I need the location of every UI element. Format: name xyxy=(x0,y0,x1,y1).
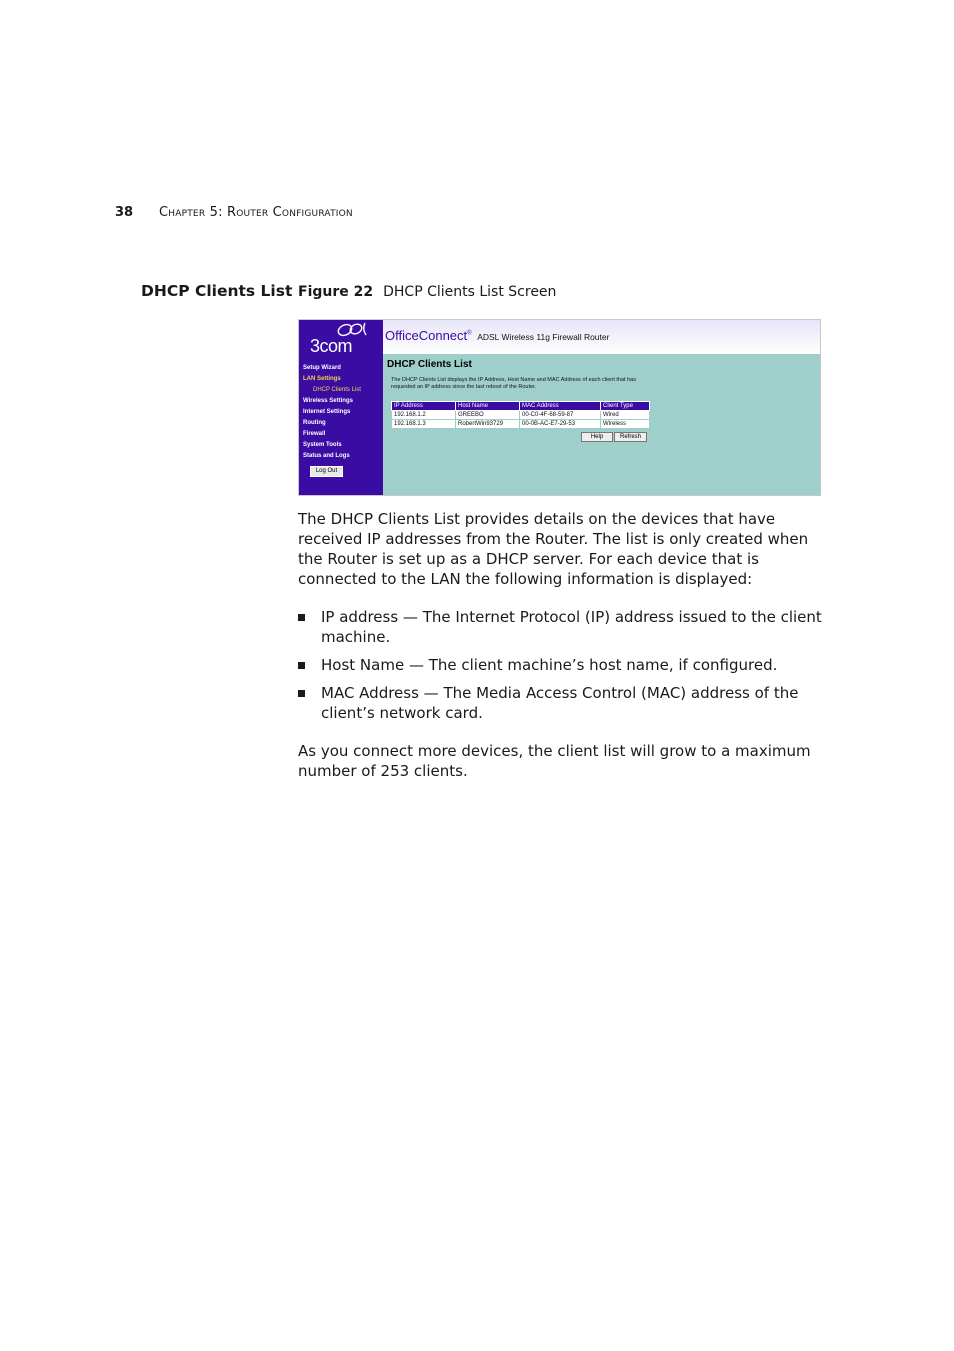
closing-paragraph: As you connect more devices, the client list will grow to a maximum number of 253 clients. xyxy=(298,742,811,780)
router-banner xyxy=(383,320,820,354)
square-bullet-icon xyxy=(298,662,305,669)
cell-mac: 00-C0-4F-68-59-87 xyxy=(520,411,601,420)
cell-ip: 192.168.1.3 xyxy=(392,420,456,429)
brand-name xyxy=(385,328,609,343)
header-mac-address: MAC Address xyxy=(520,402,601,411)
figure-caption xyxy=(298,284,556,300)
screen-title: DHCP Clients List xyxy=(387,359,472,370)
dhcp-clients-screenshot xyxy=(298,319,821,496)
cell-host: RobertWin93729 xyxy=(456,420,520,429)
bullet-text: IP address — The Internet Protocol (IP) address issued to the client machine. xyxy=(321,608,822,646)
cell-type: Wireless xyxy=(601,420,650,429)
cell-ip: 192.168.1.2 xyxy=(392,411,456,420)
nav-wireless-settings[interactable]: Wireless Settings xyxy=(303,398,353,404)
section-title: DHCP Clients List xyxy=(141,282,293,300)
header-host-name: Host Name xyxy=(456,402,520,411)
nav-firewall[interactable]: Firewall xyxy=(303,431,326,437)
nav-setup-wizard[interactable]: Setup Wizard xyxy=(303,365,341,371)
3com-logo-icon xyxy=(335,321,371,337)
nav-system-tools[interactable]: System Tools xyxy=(303,442,342,448)
cell-type: Wired xyxy=(601,411,650,420)
list-item xyxy=(298,683,826,723)
header-client-type: Client Type xyxy=(601,402,650,411)
figure-label: Figure 22 xyxy=(298,284,374,300)
nav-lan-settings[interactable]: LAN Settings xyxy=(303,376,341,382)
router-sidebar xyxy=(299,320,383,496)
router-nav xyxy=(303,363,361,462)
list-item xyxy=(298,607,826,647)
brand-officeconnect: OfficeConnect xyxy=(385,328,468,343)
cell-mac: 00-0B-AC-E7-29-53 xyxy=(520,420,601,429)
square-bullet-icon xyxy=(298,690,305,697)
nav-dhcp-clients-list[interactable]: DHCP Clients List xyxy=(313,387,361,393)
table-row xyxy=(392,420,650,429)
screen-description: The DHCP Clients List displays the IP Address, Host Name and MAC Address of each client that has requested an IP address since the last reboot of the Router. xyxy=(391,377,636,390)
logout-button[interactable]: Log Out xyxy=(310,466,343,477)
refresh-button[interactable]: Refresh xyxy=(614,432,647,442)
nav-status-and-logs[interactable]: Status and Logs xyxy=(303,453,350,459)
info-bullet-list xyxy=(298,607,826,731)
square-bullet-icon xyxy=(298,614,305,621)
brand-registered-mark: ® xyxy=(467,330,472,337)
header-ip-address: IP Address xyxy=(392,402,456,411)
list-item xyxy=(298,655,826,675)
nav-routing[interactable]: Routing xyxy=(303,420,326,426)
running-head xyxy=(115,205,353,220)
help-button[interactable]: Help xyxy=(581,432,613,442)
bullet-text: Host Name — The client machine’s host name, if configured. xyxy=(321,656,778,674)
cell-host: GREEBO xyxy=(456,411,520,420)
chapter-title: Chapter 5: Router Configuration xyxy=(159,205,353,220)
bullet-text: MAC Address — The Media Access Control (MAC) address of the client’s network card. xyxy=(321,684,799,722)
page-number: 38 xyxy=(115,205,134,220)
figure-caption-text: DHCP Clients List Screen xyxy=(383,284,557,300)
nav-internet-settings[interactable]: Internet Settings xyxy=(303,409,351,415)
3com-logo-text: 3com xyxy=(310,336,353,356)
clients-table xyxy=(391,401,650,429)
table-header-row xyxy=(392,402,650,411)
intro-paragraph: The DHCP Clients List provides details on the devices that have received IP addresses from the Router. The list is only created when the Router is set up as a DHCP server. For each device that is connected to the LAN the following information is displayed: xyxy=(298,510,809,588)
table-row xyxy=(392,411,650,420)
brand-subtitle: ADSL Wireless 11g Firewall Router xyxy=(477,332,610,342)
